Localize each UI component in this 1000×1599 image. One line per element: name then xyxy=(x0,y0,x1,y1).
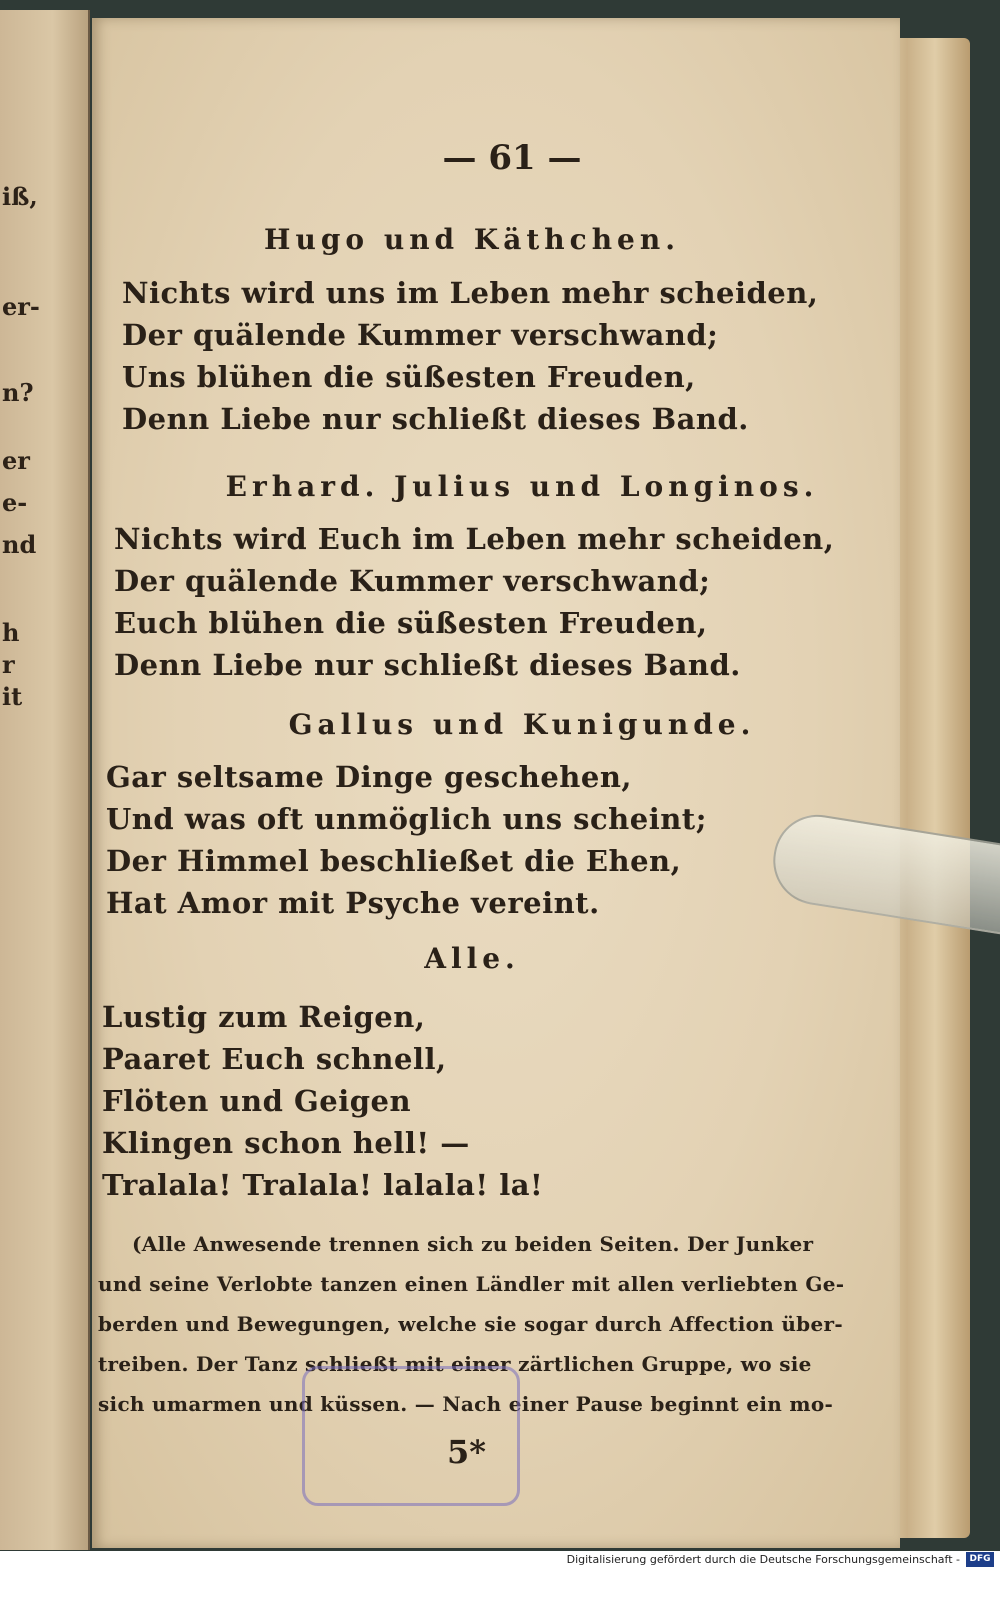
section-heading: Hugo und Käthchen. xyxy=(264,223,680,256)
signature-mark: 5* xyxy=(447,1433,486,1471)
verse-line: Gar seltsame Dinge geschehen, xyxy=(106,760,633,794)
left-page-fragment: r xyxy=(2,650,15,679)
verse-line: Klingen schon hell! — xyxy=(102,1126,470,1160)
stage-direction-line: und seine Verlobte tanzen einen Ländler mit allen verliebten Ge- xyxy=(98,1272,845,1296)
left-page-fragment: er- xyxy=(2,292,40,321)
left-page xyxy=(0,10,90,1550)
stage-direction-line: treiben. Der Tanz schließt mit einer zärtlichen Gruppe, wo sie xyxy=(98,1352,812,1376)
verse-line: Der quälende Kummer verschwand; xyxy=(114,564,711,598)
verse-line: Tralala! Tralala! lalala! la! xyxy=(102,1168,544,1202)
section-heading: Gallus und Kunigunde. xyxy=(288,708,756,741)
section-heading: Alle. xyxy=(424,942,520,975)
verse-line: Paaret Euch schnell, xyxy=(102,1042,447,1076)
stage-direction-line: sich umarmen und küssen. — Nach einer Pause beginnt ein mo- xyxy=(98,1392,834,1416)
footer-credit: Digitalisierung gefördert durch die Deutsche Forschungsgemeinschaft - xyxy=(566,1553,960,1566)
verse-line: Euch blühen die süßesten Freuden, xyxy=(114,606,708,640)
stage-direction-line: berden und Bewegungen, welche sie sogar durch Affection über- xyxy=(98,1312,843,1336)
verse-line: Uns blühen die süßesten Freuden, xyxy=(122,360,696,394)
verse-line: Nichts wird uns im Leben mehr scheiden, xyxy=(122,276,819,310)
verse-line: Denn Liebe nur schließt dieses Band. xyxy=(114,648,741,682)
verse-line: Lustig zum Reigen, xyxy=(102,1000,426,1034)
left-page-fragment: er xyxy=(2,446,30,475)
verse-line: Denn Liebe nur schließt dieses Band. xyxy=(122,402,749,436)
page-number: — 61 — xyxy=(442,138,582,178)
left-page-fragment: it xyxy=(2,682,23,711)
left-page-fragment: n? xyxy=(2,378,34,407)
verse-line: Flöten und Geigen xyxy=(102,1084,412,1118)
right-page xyxy=(92,18,900,1548)
verse-line: Der quälende Kummer verschwand; xyxy=(122,318,719,352)
left-page-fragment: nd xyxy=(2,530,37,559)
verse-line: Nichts wird Euch im Leben mehr scheiden, xyxy=(114,522,835,556)
verse-line: Und was oft unmöglich uns scheint; xyxy=(106,802,707,836)
dfg-logo: DFG xyxy=(966,1552,994,1567)
section-heading: Erhard. Julius und Longinos. xyxy=(225,470,819,503)
left-page-fragment: iß, xyxy=(2,182,38,211)
verse-line: Der Himmel beschließet die Ehen, xyxy=(106,844,682,878)
left-page-fragment: e- xyxy=(2,488,28,517)
library-stamp xyxy=(302,1366,520,1506)
stage-direction-line: (Alle Anwesende trennen sich zu beiden Seiten. Der Junker xyxy=(132,1232,814,1256)
left-page-fragment: h xyxy=(2,618,20,647)
verse-line: Hat Amor mit Psyche vereint. xyxy=(106,886,600,920)
